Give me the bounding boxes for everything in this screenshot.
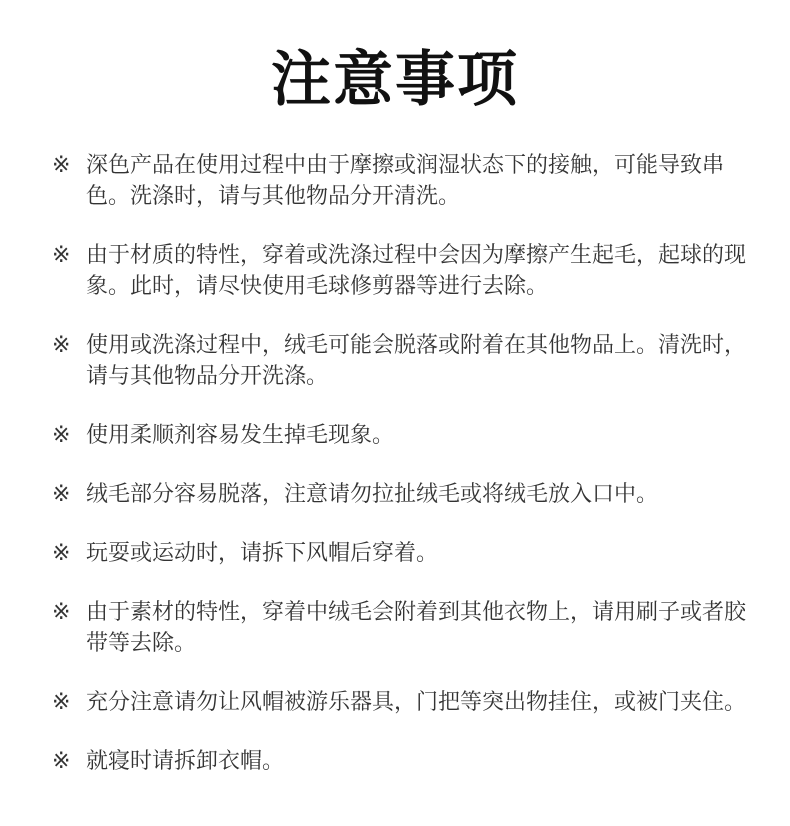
reference-mark-icon: ※: [52, 482, 71, 507]
note-text: 就寝时请拆卸衣帽。: [86, 749, 285, 774]
notes-list: [52, 150, 752, 805]
reference-mark-icon: ※: [52, 423, 71, 448]
note-item: [52, 597, 752, 659]
reference-mark-icon: ※: [52, 333, 71, 358]
note-item: [52, 240, 752, 302]
note-text: 由于材质的特性，穿着或洗涤过程中会因为摩擦产生起毛，起球的现象。此时，请尽快使用毛球修剪器等进行去除。: [86, 243, 747, 299]
reference-mark-icon: ※: [52, 541, 71, 566]
reference-mark-icon: ※: [52, 749, 71, 774]
reference-mark-icon: ※: [52, 153, 71, 178]
reference-mark-icon: ※: [52, 600, 71, 625]
note-text: 使用或洗涤过程中，绒毛可能会脱落或附着在其他物品上。清洗时，请与其他物品分开洗涤。: [86, 333, 747, 389]
note-text: 由于素材的特性，穿着中绒毛会附着到其他衣物上，请用刷子或者胶带等去除。: [86, 600, 747, 656]
reference-mark-icon: ※: [52, 690, 71, 715]
note-item: [52, 538, 752, 569]
page-title: 注意事项: [271, 45, 519, 115]
note-item: [52, 420, 752, 451]
note-item: [52, 150, 752, 212]
reference-mark-icon: ※: [52, 243, 71, 268]
note-text: 玩耍或运动时，请拆下风帽后穿着。: [86, 541, 439, 566]
note-item: [52, 687, 752, 718]
note-text: 深色产品在使用过程中由于摩擦或润湿状态下的接触，可能导致串色。洗涤时，请与其他物品分开清洗。: [86, 153, 725, 209]
note-text: 充分注意请勿让风帽被游乐器具，门把等突出物挂住，或被门夹住。: [86, 690, 747, 715]
note-text: 绒毛部分容易脱落，注意请勿拉扯绒毛或将绒毛放入口中。: [86, 482, 659, 507]
note-item: [52, 746, 752, 777]
note-text: 使用柔顺剂容易发生掉毛现象。: [86, 423, 395, 448]
note-item: [52, 330, 752, 392]
note-item: [52, 479, 752, 510]
